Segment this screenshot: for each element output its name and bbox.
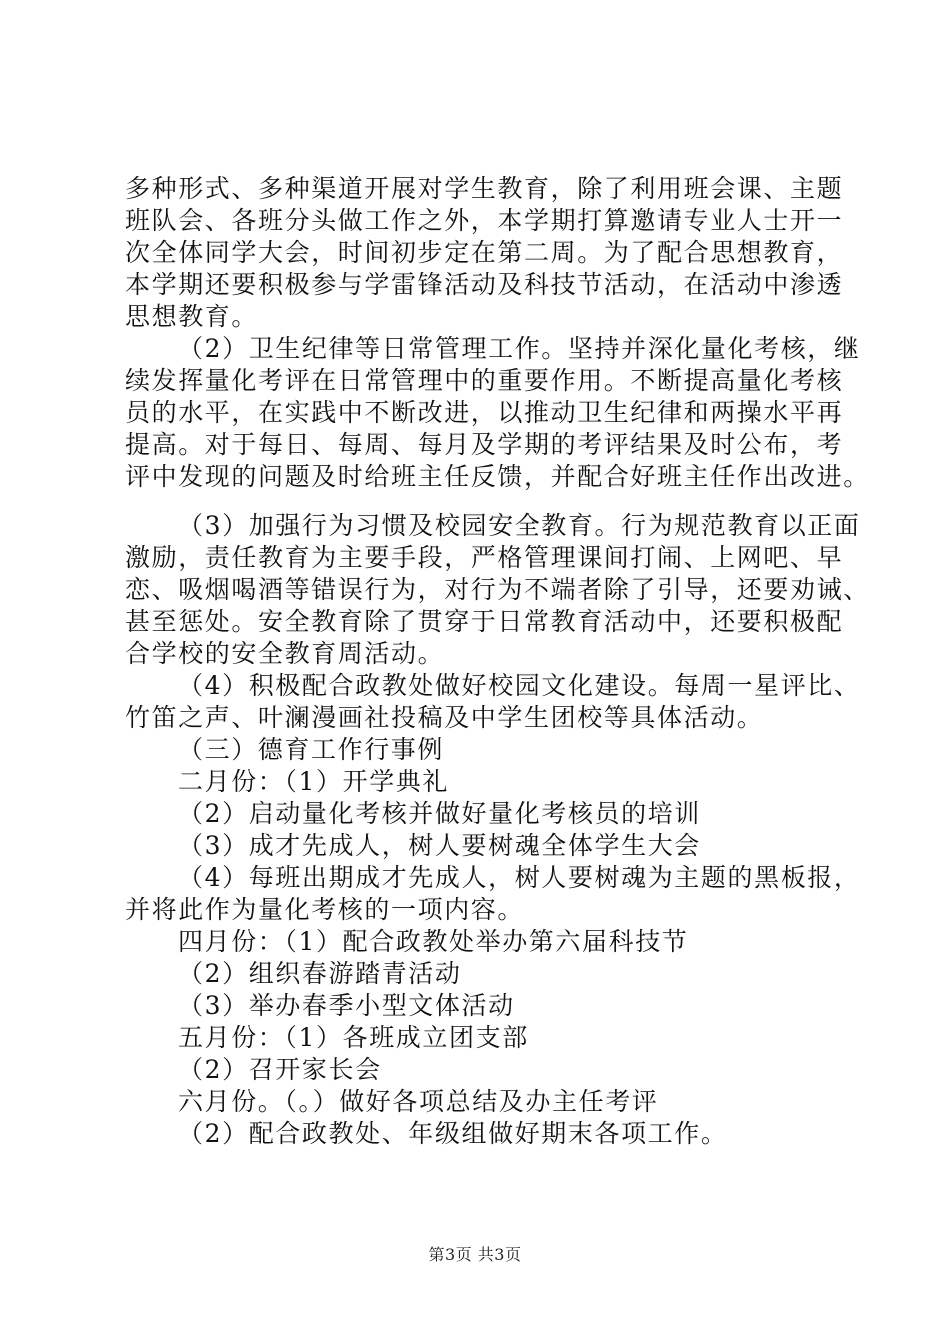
text-line: 甚至惩处。安全教育除了贯穿于日常教育活动中，还要积极配 xyxy=(125,607,844,636)
page-number-footer: 第3页 共3页 xyxy=(428,1245,522,1264)
text-line: 合学校的安全教育周活动。 xyxy=(125,639,445,668)
text-line: 本学期还要积极参与学雷锋活动及科技节活动，在活动中渗透 xyxy=(125,270,844,299)
text-line: （4）积极配合政教处做好校园文化建设。每周一星评比、 xyxy=(178,671,861,700)
text-line: 并将此作为量化考核的一项内容。 xyxy=(125,895,525,924)
text-line: 多种形式、多种渠道开展对学生教育，除了利用班会课、主题 xyxy=(125,174,844,203)
text-line: （2）召开家长会 xyxy=(178,1055,382,1084)
text-line: （2）组织春游踏青活动 xyxy=(178,959,462,988)
text-line: （3）举办春季小型文体活动 xyxy=(178,991,515,1020)
text-line: 员的水平，在实践中不断改进，以推动卫生纪律和两操水平再 xyxy=(125,398,844,427)
text-line: 恋、吸烟喝酒等错误行为，对行为不端者除了引导，还要劝诫、 xyxy=(125,575,870,604)
text-line: 竹笛之声、叶澜漫画社投稿及中学生团校等具体活动。 xyxy=(125,703,764,732)
text-line: 续发挥量化考评在日常管理中的重要作用。不断提高量化考核 xyxy=(125,366,844,395)
text-line: 四月份：（1）配合政教处举办第六届科技节 xyxy=(178,927,689,956)
text-line: 激励，责任教育为主要手段，严格管理课间打闹、上网吧、早 xyxy=(125,543,844,572)
text-line: 二月份：（1）开学典礼 xyxy=(178,767,450,796)
text-line: （3）成才先成人，树人要树魂全体学生大会 xyxy=(178,831,701,860)
text-line: （4）每班出期成才先成人，树人要树魂为主题的黑板报， xyxy=(178,863,861,892)
text-line: （3）加强行为习惯及校园安全教育。行为规范教育以正面 xyxy=(178,511,861,540)
text-line: （2）配合政教处、年级组做好期末各项工作。 xyxy=(178,1119,728,1148)
text-line: 班队会、各班分头做工作之外，本学期打算邀请专业人士开一 xyxy=(125,206,844,235)
text-line: （2）启动量化考核并做好量化考核员的培训 xyxy=(178,799,701,828)
section-heading: （三）德育工作行事例 xyxy=(178,735,445,764)
text-line: 思想教育。 xyxy=(125,302,259,331)
text-line: 提高。对于每日、每周、每月及学期的考评结果及时公布，考 xyxy=(125,430,844,459)
text-line: 评中发现的问题及时给班主任反馈，并配合好班主任作出改进。 xyxy=(125,462,870,491)
text-line: 次全体同学大会，时间初步定在第二周。为了配合思想教育， xyxy=(125,238,844,267)
text-line: （2）卫生纪律等日常管理工作。坚持并深化量化考核，继 xyxy=(178,334,861,363)
text-line: 五月份：（1）各班成立团支部 xyxy=(178,1023,529,1052)
text-line: 六月份。（。）做好各项总结及办主任考评 xyxy=(178,1087,659,1116)
